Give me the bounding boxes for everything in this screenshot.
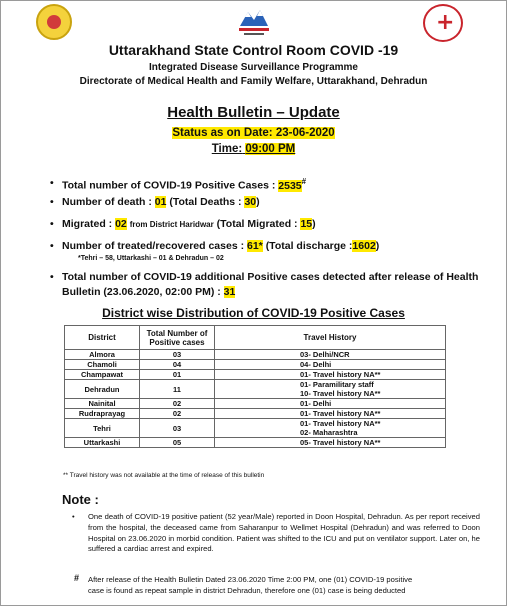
bullet-additional-cases: • Total number of COVID-19 additional Positive cases detected after release of Health Bulletin (23.06.2020, 02:00 PM) : 31	[50, 271, 479, 298]
travel-entry: 01- Delhi	[300, 399, 332, 408]
bullet-recovered: • Number of treated/recovered cases : 61* (Total discharge :1602)	[50, 240, 380, 252]
bullet-deaths: • Number of death : 01 (Total Deaths : 30)	[50, 196, 260, 208]
total-cases-value: 2535	[278, 179, 302, 192]
uttarakhand-govt-logo	[236, 4, 272, 36]
travel-cell	[215, 438, 446, 448]
district-cell: Almora	[65, 350, 140, 360]
note-heading: Note :	[62, 492, 99, 507]
travel-cell	[215, 380, 446, 399]
state-emblem-logo	[36, 4, 72, 40]
note-item-1-text: One death of COVID-19 positive patient (52 year/Male) reported in Doon Hospital, Dehradun. As per report received from the hospital, the deceased came from Saharanpur to Wellmet Hospital (Dehradun) and was referred to Doon Hospital on 23.06.2020 in morbid condition. Patient was shifted to the ICU and put on ventilator support. Later on, he suffered a cardiac arrest and expired.	[88, 512, 480, 554]
district-cell: Dehradun	[65, 380, 140, 399]
status-date	[0, 127, 507, 139]
bulletin-title: Health Bulletin – Update	[167, 104, 340, 121]
table-row	[65, 370, 446, 380]
table-row	[65, 438, 446, 448]
total-cell: 05	[140, 438, 215, 448]
total-cell: 02	[140, 409, 215, 419]
district-cell: Champawat	[65, 370, 140, 380]
recovered-breakdown: *Tehri – 58, Uttarkashi – 01 & Dehradun – 02	[78, 255, 224, 262]
district-table	[64, 325, 446, 448]
status-date-text: Status as on Date: 23-06-2020	[172, 127, 335, 139]
travel-entry: 05- Travel history NA**	[300, 438, 381, 447]
table-row	[65, 350, 446, 360]
directorate-line: Directorate of Medical Health and Family Welfare, Uttarakhand, Dehradun	[79, 76, 428, 87]
district-cell: Chamoli	[65, 360, 140, 370]
note-item-1: • One death of COVID-19 positive patient (52 year/Male) reported in Doon Hospital, Dehradun. As per report received from the hospital, the deceased came from Saharanpur to Wellmet Hospital (Dehradun) and was referred to Doon Hospital on 23.06.2020 in morbid condition. Patient was shifted to the ICU and put on ventilator support. Later on, he suffered a cardiac arrest and expired.	[72, 512, 480, 554]
total-cell: 04	[140, 360, 215, 370]
col-total: Total Number of Positive cases	[140, 326, 215, 350]
table-row	[65, 409, 446, 419]
table-footnote: ** Travel history was not available at the time of release of this bulletin	[63, 472, 265, 479]
travel-cell	[215, 409, 446, 419]
note-item-2: # After release of the Health Bulletin Dated 23.06.2020 Time 2:00 PM, one (01) COVID-19 positive case is found as repeat sample in district Dehradun, therefore one (01) case is being deducted	[74, 573, 413, 595]
total-cell: 03	[140, 350, 215, 360]
col-travel: Travel History	[215, 326, 446, 350]
bullet-migrated: • Migrated : 02 from District Haridwar (Total Migrated : 15)	[50, 218, 316, 230]
travel-entry: 01- Travel history NA**	[300, 370, 381, 379]
table-row	[65, 399, 446, 409]
total-cell: 03	[140, 419, 215, 438]
time-value: 09:00 PM	[245, 143, 296, 155]
travel-entry: 04- Delhi	[300, 360, 332, 369]
programme-subtitle: Integrated Disease Surveillance Programme	[149, 62, 358, 73]
total-cell: 11	[140, 380, 215, 399]
table-row	[65, 360, 446, 370]
travel-entry: 03- Delhi/NCR	[300, 350, 350, 359]
table-row	[65, 419, 446, 438]
district-cell: Tehri	[65, 419, 140, 438]
travel-cell	[215, 360, 446, 370]
bulletin-time: Time: 09:00 PM	[211, 143, 296, 155]
national-health-mission-logo	[423, 4, 463, 42]
district-cell: Uttarkashi	[65, 438, 140, 448]
travel-entry: 10- Travel history NA**	[300, 389, 381, 398]
district-cell: Nainital	[65, 399, 140, 409]
bullet-total-cases: • Total number of COVID-19 Positive Cases : 2535#	[50, 177, 307, 192]
district-cell: Rudraprayag	[65, 409, 140, 419]
district-table-title: District wise Distribution of COVID-19 Positive Cases	[102, 306, 405, 320]
page-title: Uttarakhand State Control Room COVID -19	[108, 42, 399, 58]
travel-cell	[215, 350, 446, 360]
table-row	[65, 380, 446, 399]
travel-cell	[215, 419, 446, 438]
travel-entry: 01- Travel history NA**	[300, 409, 381, 418]
col-district: District	[65, 326, 140, 350]
travel-entry: 01- Travel history NA**	[300, 419, 381, 428]
travel-entry: 01- Paramilitary staff	[300, 380, 374, 389]
total-cell: 01	[140, 370, 215, 380]
travel-entry: 02- Maharashtra	[300, 428, 358, 437]
travel-cell	[215, 399, 446, 409]
travel-cell	[215, 370, 446, 380]
total-cell: 02	[140, 399, 215, 409]
